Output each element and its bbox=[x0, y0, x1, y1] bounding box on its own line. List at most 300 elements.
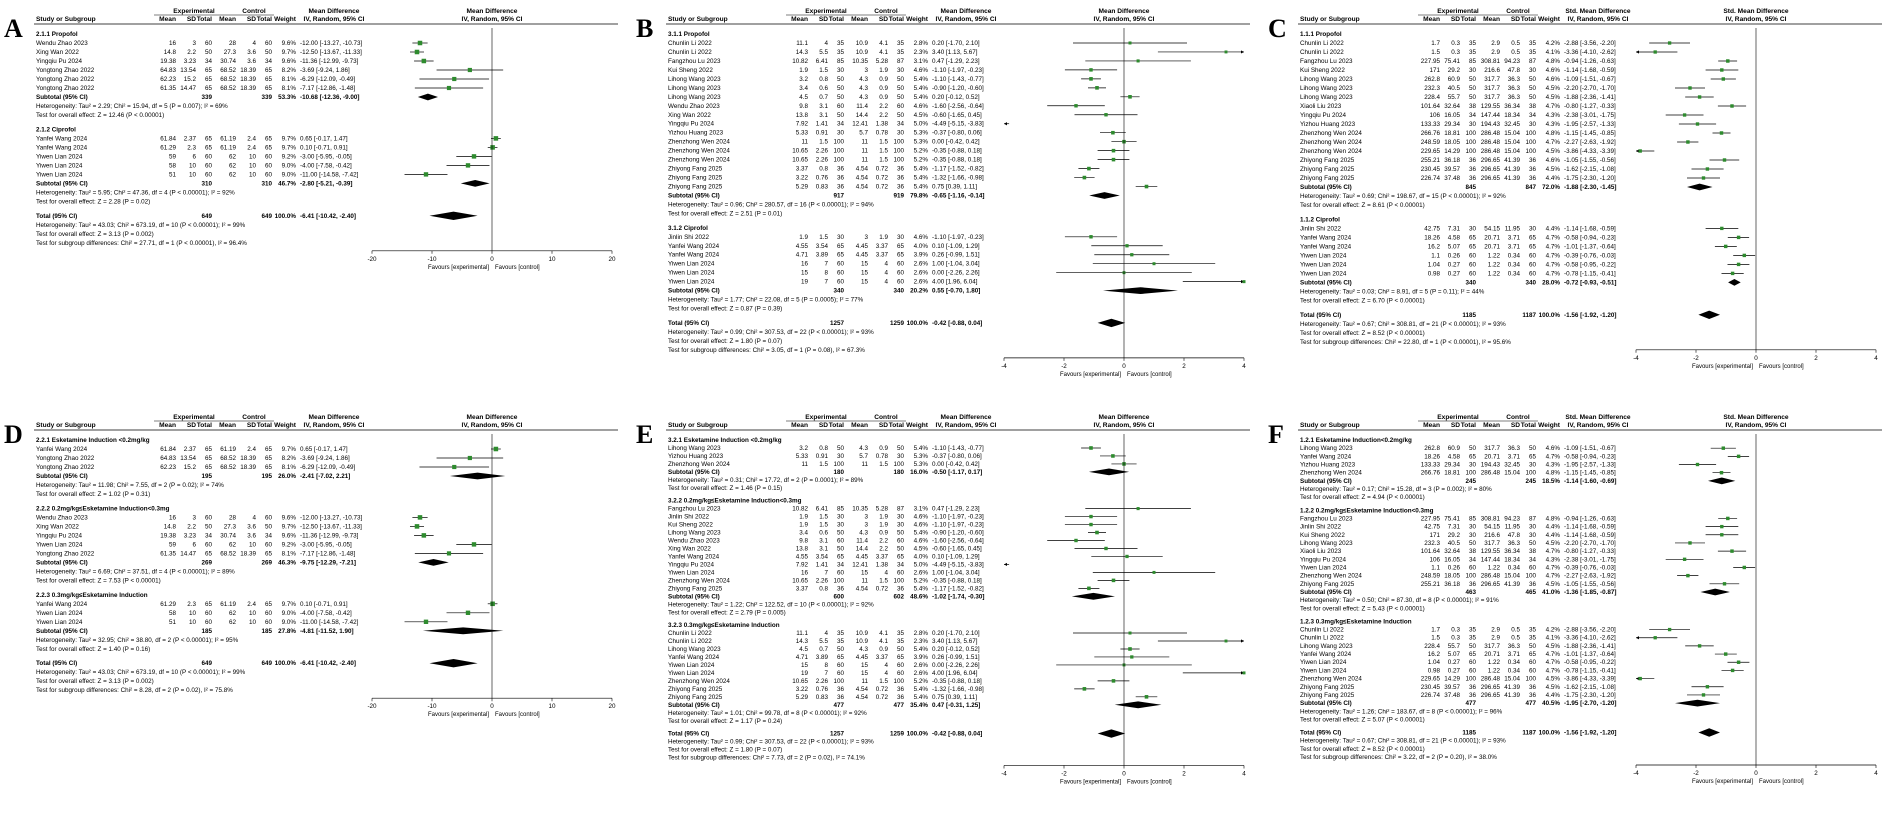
x-tick-label: -4 bbox=[1001, 770, 1007, 778]
weight-value: 5.4% bbox=[913, 685, 928, 693]
control-value: 0.5 bbox=[1511, 626, 1520, 634]
study-name: Chunlin Li 2022 bbox=[1300, 626, 1344, 634]
control-value: 0.5 bbox=[1511, 634, 1520, 642]
study-name: Yanfei Wang 2024 bbox=[1300, 243, 1352, 251]
effect-ci-value: -1.05 [-1.55, -0.56] bbox=[1564, 157, 1616, 164]
experimental-value: 10.82 bbox=[792, 57, 808, 65]
experimental-value: 32.64 bbox=[1444, 103, 1460, 110]
control-value: 0.34 bbox=[1507, 270, 1520, 278]
control-total: 310 bbox=[261, 180, 272, 188]
study-name: Zhenzhong Wen 2024 bbox=[1300, 572, 1362, 580]
control-value: 15.04 bbox=[1504, 148, 1520, 155]
effect-ci-value: 0.00 [-2.26, 2.26] bbox=[932, 269, 980, 277]
experimental-value: 5.5 bbox=[819, 48, 828, 56]
plot-effect-subheader: IV, Random, 95% CI bbox=[461, 422, 523, 429]
study-marker bbox=[466, 611, 470, 615]
study-column-header: Study or Subgroup bbox=[668, 422, 728, 429]
experimental-value: 30 bbox=[1468, 67, 1476, 74]
study-marker bbox=[1698, 644, 1701, 647]
weight-value: 9.2% bbox=[281, 541, 296, 549]
experimental-value: 14.29 bbox=[1444, 675, 1460, 683]
study-marker bbox=[1724, 245, 1727, 248]
weight-value: 9.6% bbox=[281, 40, 296, 47]
control-value: 30 bbox=[1528, 225, 1536, 233]
study-marker bbox=[1112, 158, 1116, 162]
effect-ci-value: 0.00 [-0.42, 0.42] bbox=[932, 460, 980, 468]
study-marker bbox=[1112, 579, 1116, 583]
weight-value: 4.5% bbox=[1545, 85, 1560, 92]
study-marker bbox=[1688, 541, 1691, 544]
control-value: 3.37 bbox=[875, 553, 888, 561]
subgroup-label: 2.2.3 0.3mg/kg≤Esketamine Induction bbox=[36, 591, 148, 599]
effect-ci-value: -4.00 [-7.58, -0.42] bbox=[300, 162, 352, 170]
study-name: Yizhou Huang 2023 bbox=[668, 129, 724, 137]
control-value: 54.15 bbox=[1484, 225, 1500, 233]
study-name: Yingqiu Pu 2024 bbox=[36, 532, 82, 540]
control-value: 4 bbox=[884, 269, 888, 277]
experimental-value: 36 bbox=[1468, 683, 1476, 691]
weight-value: 5.3% bbox=[913, 129, 928, 137]
control-value: 60 bbox=[1528, 270, 1536, 278]
experimental-value: 19.38 bbox=[160, 58, 176, 65]
effect-ci-value: 0.20 [-1.70, 2.10] bbox=[932, 39, 980, 47]
experimental-value: 60 bbox=[1468, 659, 1476, 667]
control-value: 36 bbox=[1528, 580, 1536, 588]
experimental-value: 60 bbox=[1468, 270, 1476, 278]
effect-ci-value: 0.20 [-0.12, 0.52] bbox=[932, 93, 980, 101]
control-value: 65 bbox=[1528, 453, 1536, 461]
study-marker bbox=[472, 542, 476, 546]
statistics-note: Test for overall effect: Z = 1.80 (P = 0.07) bbox=[668, 337, 783, 345]
effect-ci-value: -3.86 [-4.33, -3.39] bbox=[1564, 675, 1616, 683]
control-value: 0.72 bbox=[875, 174, 888, 182]
experimental-value: 100 bbox=[833, 577, 844, 585]
statistics-note: Test for overall effect: Z = 3.13 (P = 0.002) bbox=[36, 678, 154, 686]
favours-experimental-label: Favours [experimental] bbox=[427, 712, 489, 719]
experimental-value: 60 bbox=[204, 40, 212, 47]
weight-value: 9.6% bbox=[281, 58, 296, 65]
control-value: 34 bbox=[264, 58, 272, 65]
subtotal-label: Subtotal (95% CI) bbox=[36, 559, 88, 567]
effect-ci-value: -1.15 [-1.45, -0.85] bbox=[1564, 130, 1616, 137]
study-marker bbox=[1089, 235, 1092, 238]
sd-header: SD bbox=[1450, 16, 1460, 23]
total-label: Total (95% CI) bbox=[36, 660, 78, 668]
experimental-value: 14.8 bbox=[163, 49, 176, 56]
mean-header: Mean bbox=[1423, 422, 1440, 429]
total-header: Total bbox=[256, 16, 272, 23]
control-value: 2.2 bbox=[879, 545, 888, 553]
experimental-value: 39.57 bbox=[1444, 683, 1460, 691]
weight-value: 5.3% bbox=[913, 460, 928, 468]
pooled-ci-value: 0.47 [-0.31, 1.25] bbox=[932, 701, 981, 709]
experimental-value: 1.9 bbox=[799, 513, 808, 521]
control-value: 50 bbox=[1528, 94, 1536, 101]
effect-header: Mean Difference bbox=[940, 414, 992, 421]
control-value: 2.4 bbox=[247, 144, 256, 152]
control-value: 12.41 bbox=[852, 120, 868, 128]
effect-ci-value: -2.88 [-3.56, -2.20] bbox=[1564, 40, 1616, 47]
weight-value: 4.1% bbox=[1545, 49, 1560, 56]
control-value: 296.65 bbox=[1480, 175, 1500, 182]
control-value: 20.71 bbox=[1484, 243, 1500, 251]
experimental-value: 2.26 bbox=[815, 677, 828, 685]
experimental-header: Experimental bbox=[173, 8, 215, 15]
effect-ci-value: -11.00 [-14.58, -7.42] bbox=[300, 618, 359, 626]
experimental-value: 1.41 bbox=[815, 120, 828, 128]
experimental-value: 10 bbox=[188, 162, 196, 170]
control-value: 1.22 bbox=[1487, 659, 1500, 667]
experimental-value: 50 bbox=[1468, 539, 1476, 547]
experimental-value: 65 bbox=[836, 553, 844, 561]
total-header: Total bbox=[888, 16, 904, 23]
effect-ci-value: 0.00 [-0.42, 0.42] bbox=[932, 138, 980, 146]
weight-value: 4.5% bbox=[1545, 642, 1560, 650]
control-value: 11 bbox=[861, 677, 868, 685]
experimental-value: 10.65 bbox=[792, 677, 808, 685]
study-marker bbox=[1726, 517, 1729, 520]
favours-control-label: Favours [control] bbox=[1759, 363, 1804, 370]
control-value: 94.23 bbox=[1504, 58, 1520, 65]
control-value: 36.3 bbox=[1507, 94, 1520, 101]
study-marker bbox=[1128, 647, 1132, 651]
weight-value: 5.2% bbox=[913, 677, 928, 685]
experimental-value: 60 bbox=[836, 537, 844, 545]
experimental-value: 10 bbox=[188, 171, 196, 179]
study-column-header: Study or Subgroup bbox=[1300, 16, 1360, 23]
control-value: 3.6 bbox=[247, 532, 256, 540]
experimental-value: 1.5 bbox=[819, 233, 828, 241]
experimental-value: 30 bbox=[836, 513, 844, 521]
study-name: Lihong Wang 2023 bbox=[668, 645, 721, 653]
study-marker bbox=[1089, 68, 1092, 71]
experimental-total: 917 bbox=[833, 192, 844, 200]
total-diamond bbox=[1098, 319, 1126, 327]
subtotal-label: Subtotal (95% CI) bbox=[1300, 477, 1352, 485]
study-name: Lihong Wang 2023 bbox=[1300, 76, 1353, 83]
favours-control-label: Favours [control] bbox=[495, 712, 540, 719]
effect-ci-value: -0.78 [-1.15, -0.41] bbox=[1564, 667, 1616, 675]
study-name: Yanfei Wang 2024 bbox=[36, 135, 88, 143]
statistics-note: Heterogeneity: Tau² = 0.67; Chi² = 308.81, df = 21 (P < 0.00001); I² = 93% bbox=[1300, 737, 1506, 745]
study-name: Yiwen Lian 2024 bbox=[1300, 659, 1347, 667]
sd-header: SD bbox=[246, 422, 256, 429]
total-label: Total (95% CI) bbox=[1300, 729, 1342, 737]
control-header: Control bbox=[242, 414, 266, 421]
x-tick-label: -2 bbox=[1693, 770, 1699, 778]
control-value: 194.43 bbox=[1480, 121, 1500, 128]
control-value: 65 bbox=[264, 76, 272, 83]
study-marker bbox=[1243, 280, 1246, 283]
weight-value: 9.0% bbox=[281, 162, 296, 170]
experimental-value: 36 bbox=[836, 174, 844, 182]
effect-ci-value: -7.17 [-12.86, -1.48] bbox=[300, 550, 356, 558]
subgroup-label: 3.2.2 0.2mg/kg≤Esketamine Induction<0.3mg bbox=[668, 497, 802, 505]
study-name: Wendu Zhao 2023 bbox=[36, 514, 88, 522]
experimental-value: 13.54 bbox=[180, 67, 196, 74]
effect-ci-value: -1.14 [-1.68, -0.59] bbox=[1564, 531, 1616, 539]
study-name: Chunlin Li 2022 bbox=[668, 39, 712, 47]
study-marker bbox=[1686, 574, 1689, 577]
effect-ci-value: -2.38 [-3.01, -1.75] bbox=[1564, 556, 1616, 564]
experimental-value: 35 bbox=[836, 638, 844, 645]
experimental-value: 36 bbox=[1468, 175, 1476, 182]
study-name: Lihong Wang 2023 bbox=[1300, 445, 1353, 453]
control-value: 14.4 bbox=[855, 545, 868, 553]
experimental-value: 2.26 bbox=[815, 156, 828, 164]
control-value: 2.9 bbox=[1491, 40, 1500, 47]
control-value: 216.6 bbox=[1484, 531, 1500, 539]
experimental-value: 0.91 bbox=[815, 129, 828, 137]
control-value: 2.9 bbox=[1491, 49, 1500, 56]
experimental-value: 3.22 bbox=[795, 174, 808, 182]
experimental-total: 1257 bbox=[829, 319, 844, 327]
effect-header: Std. Mean Difference bbox=[1565, 8, 1631, 15]
effect-ci-value: -2.20 [-2.70, -1.70] bbox=[1564, 85, 1616, 92]
control-value: 60 bbox=[1528, 564, 1536, 572]
control-value: 62 bbox=[228, 618, 236, 626]
weight-value: 4.8% bbox=[1545, 515, 1560, 523]
experimental-value: 3.89 bbox=[815, 251, 828, 259]
experimental-value: 3.23 bbox=[183, 532, 196, 540]
effect-ci-value: -0.78 [-1.15, -0.41] bbox=[1564, 270, 1616, 278]
control-value: 30.74 bbox=[220, 58, 236, 65]
experimental-value: 101.64 bbox=[1420, 103, 1440, 110]
experimental-header: Experimental bbox=[1437, 8, 1479, 15]
study-name: Yingqiu Pu 2024 bbox=[668, 120, 714, 128]
control-value: 68.52 bbox=[220, 550, 236, 558]
study-marker bbox=[1730, 104, 1733, 107]
control-value: 100 bbox=[893, 677, 904, 685]
experimental-value: 13.54 bbox=[180, 455, 196, 462]
experimental-value: 2.3 bbox=[187, 144, 196, 152]
plot-effect-subheader: IV, Random, 95% CI bbox=[461, 16, 523, 23]
total-header: Total bbox=[828, 422, 844, 429]
statistics-note: Heterogeneity: Tau² = 43.03; Chi² = 673.19, df = 10 (P < 0.00001); I² = 99% bbox=[36, 669, 246, 677]
experimental-value: 14.8 bbox=[163, 523, 176, 531]
effect-ci-value: -1.10 [-1.43, -0.77] bbox=[932, 75, 984, 83]
weight-value: 4.2% bbox=[1545, 626, 1560, 634]
experimental-value: 0.76 bbox=[815, 685, 828, 693]
experimental-value: 2.37 bbox=[183, 446, 196, 453]
weight-total: 100.0% bbox=[274, 660, 296, 668]
control-value: 4.54 bbox=[855, 174, 868, 182]
study-marker bbox=[1720, 68, 1723, 71]
experimental-total: 340 bbox=[833, 287, 844, 295]
mean-header: Mean bbox=[1483, 422, 1500, 429]
pooled-ci-value: -0.50 [-1.17, 0.17] bbox=[932, 468, 983, 476]
experimental-value: 60 bbox=[1468, 252, 1476, 260]
study-name: Yanfei Wang 2024 bbox=[668, 553, 720, 561]
study-marker bbox=[1104, 547, 1107, 550]
control-value: 50 bbox=[896, 111, 904, 119]
weight-value: 4.7% bbox=[1545, 270, 1560, 278]
favours-experimental-label: Favours [experimental] bbox=[1059, 371, 1121, 378]
control-value: 100 bbox=[1525, 148, 1536, 155]
experimental-value: 11.1 bbox=[796, 39, 808, 47]
control-value: 11 bbox=[861, 156, 868, 164]
total-header: Total bbox=[196, 422, 212, 429]
effect-ci-value: -1.01 [-1.37, -0.64] bbox=[1564, 651, 1616, 659]
effect-ci-value: -1.10 [-1.97, -0.23] bbox=[932, 233, 984, 241]
weight-value: 5.4% bbox=[913, 585, 928, 593]
subtotal-diamond bbox=[1701, 589, 1730, 596]
study-name: Yiwen Lian 2024 bbox=[668, 278, 715, 286]
panel-letter: E bbox=[636, 420, 654, 449]
effect-ci-value: -3.69 [-9.24, 1.86] bbox=[300, 455, 350, 462]
study-name: Chunlin Li 2022 bbox=[1300, 634, 1344, 642]
control-value: 0.9 bbox=[879, 444, 888, 452]
effect-ci-value: 0.20 [-0.12, 0.52] bbox=[932, 645, 980, 653]
experimental-value: 3.22 bbox=[795, 685, 808, 693]
experimental-value: 100 bbox=[1465, 572, 1476, 580]
weight-value: 9.2% bbox=[281, 153, 296, 161]
experimental-value: 100 bbox=[833, 677, 844, 685]
control-value: 100 bbox=[893, 156, 904, 164]
weight-value: 5.4% bbox=[913, 645, 928, 653]
control-total: 1187 bbox=[1522, 311, 1536, 319]
study-marker bbox=[1153, 571, 1156, 574]
study-name: Zhiyong Fang 2025 bbox=[668, 585, 723, 593]
study-name: Yiwen Lian 2024 bbox=[1300, 270, 1347, 278]
effect-ci-value: -1.01 [-1.37, -0.64] bbox=[1564, 243, 1616, 251]
control-value: 60 bbox=[1528, 667, 1536, 675]
experimental-value: 35 bbox=[836, 48, 844, 56]
control-value: 30 bbox=[1528, 121, 1536, 128]
study-name: Zhiyong Fang 2025 bbox=[1300, 157, 1355, 164]
control-value: 30 bbox=[896, 66, 904, 74]
control-value: 36 bbox=[896, 174, 904, 182]
weight-value: 4.6% bbox=[1545, 157, 1560, 164]
experimental-value: 65 bbox=[204, 135, 212, 143]
experimental-value: 1.9 bbox=[799, 521, 808, 529]
experimental-value: 5.33 bbox=[795, 129, 808, 137]
experimental-value: 60.9 bbox=[1447, 445, 1460, 453]
study-name: Yingqiu Pu 2024 bbox=[1300, 556, 1346, 564]
experimental-value: 36 bbox=[836, 165, 844, 173]
study-marker bbox=[490, 602, 495, 607]
control-value: 50 bbox=[264, 523, 272, 531]
experimental-value: 14.47 bbox=[180, 550, 196, 558]
forest-plot-f bbox=[1268, 410, 1896, 811]
experimental-value: 1.5 bbox=[819, 66, 828, 74]
total-diamond bbox=[429, 212, 477, 220]
effect-ci-value: -1.10 [-1.97, -0.23] bbox=[932, 521, 984, 529]
weight-value: 9.0% bbox=[281, 171, 296, 179]
study-name: Yanfei Wang 2024 bbox=[668, 242, 720, 250]
total-label: Total (95% CI) bbox=[668, 730, 710, 738]
study-marker bbox=[418, 515, 423, 520]
control-value: 129.55 bbox=[1480, 103, 1500, 110]
study-marker bbox=[1720, 471, 1723, 474]
effect-ci-value: 0.10 [-0.71, 0.91] bbox=[300, 600, 348, 608]
weight-value: 9.7% bbox=[281, 49, 296, 56]
total-label: Total (95% CI) bbox=[36, 212, 78, 220]
experimental-value: 0.3 bbox=[1451, 626, 1460, 634]
study-marker bbox=[490, 145, 495, 150]
effect-ci-value: -0.94 [-1.26, -0.63] bbox=[1564, 58, 1616, 65]
statistics-note: Heterogeneity: Tau² = 0.99; Chi² = 307.53, df = 22 (P < 0.00001); I² = 93% bbox=[668, 738, 874, 746]
experimental-value: 3.37 bbox=[795, 165, 808, 173]
study-name: Yiwen Lian 2024 bbox=[36, 541, 83, 549]
control-value: 2.2 bbox=[879, 102, 888, 110]
experimental-value: 38 bbox=[1468, 548, 1476, 556]
study-name: Chunlin Li 2022 bbox=[1300, 49, 1344, 56]
experimental-value: 1.1 bbox=[1431, 252, 1440, 260]
effect-ci-value: -11.36 [-12.99, -9.73] bbox=[300, 532, 359, 540]
subgroup-label: 1.2.1 Esketamine Induction<0.2mg/kg bbox=[1300, 437, 1412, 444]
control-value: 10 bbox=[248, 153, 256, 161]
study-name: Yanfei Wang 2024 bbox=[1300, 234, 1352, 242]
study-marker bbox=[1720, 227, 1723, 230]
experimental-value: 35 bbox=[1468, 626, 1476, 634]
experimental-value: 14.29 bbox=[1444, 148, 1460, 155]
subgroup-label: 2.1.2 Ciprofol bbox=[36, 126, 76, 134]
experimental-value: 6.41 bbox=[815, 57, 828, 65]
experimental-value: 100 bbox=[833, 156, 844, 164]
control-value: 36.3 bbox=[1507, 642, 1520, 650]
control-value: 4.54 bbox=[855, 693, 868, 701]
subtotal-diamond bbox=[1072, 593, 1115, 600]
control-value: 129.55 bbox=[1480, 548, 1500, 556]
weight-value: 4.8% bbox=[1545, 130, 1560, 137]
effect-ci-value: -2.88 [-3.56, -2.20] bbox=[1564, 626, 1616, 634]
control-value: 1.5 bbox=[879, 677, 888, 685]
experimental-value: 10.65 bbox=[792, 156, 808, 164]
weight-total: 100.0% bbox=[906, 730, 928, 738]
control-total: 602 bbox=[893, 593, 904, 601]
weight-total: 27.8% bbox=[278, 627, 296, 635]
control-value: 50 bbox=[1528, 76, 1536, 83]
experimental-value: 9.8 bbox=[799, 537, 808, 545]
control-value: 308.81 bbox=[1480, 515, 1500, 523]
control-value: 1.5 bbox=[879, 156, 888, 164]
experimental-value: 5.29 bbox=[795, 693, 808, 701]
study-marker bbox=[1683, 558, 1686, 561]
control-value: 100 bbox=[1525, 572, 1536, 580]
experimental-value: 15.2 bbox=[183, 76, 196, 83]
pooled-ci-value: -4.81 [-11.52, 1.90] bbox=[300, 627, 354, 635]
effect-subheader: IV, Random, 95% CI bbox=[935, 16, 997, 23]
control-value: 35 bbox=[1528, 634, 1536, 642]
favours-control-label: Favours [control] bbox=[1127, 371, 1172, 378]
control-value: 4.3 bbox=[859, 75, 868, 83]
pooled-ci-value: -2.41 [-7.02, 2.21] bbox=[300, 473, 351, 480]
experimental-total: 340 bbox=[1465, 279, 1476, 287]
weight-total: 26.0% bbox=[278, 473, 296, 480]
control-total: 847 bbox=[1525, 184, 1536, 191]
effect-ci-value: -2.20 [-2.70, -1.70] bbox=[1564, 539, 1616, 547]
study-marker bbox=[1639, 149, 1642, 152]
effect-ci-value: -1.32 [-1.66, -0.98] bbox=[932, 174, 984, 182]
control-value: 41.39 bbox=[1504, 580, 1520, 588]
control-value: 36.3 bbox=[1507, 85, 1520, 92]
pooled-ci-value: -1.95 [-2.70, -1.20] bbox=[1564, 700, 1617, 708]
experimental-value: 10.65 bbox=[792, 577, 808, 585]
experimental-value: 229.65 bbox=[1420, 148, 1440, 155]
study-name: Lihong Wang 2023 bbox=[1300, 539, 1353, 547]
control-value: 60 bbox=[896, 537, 904, 545]
control-value: 3.6 bbox=[247, 49, 256, 56]
control-value: 2.4 bbox=[247, 600, 256, 608]
experimental-value: 18.26 bbox=[1424, 234, 1440, 242]
weight-value: 4.7% bbox=[1545, 651, 1560, 659]
control-value: 62 bbox=[228, 171, 236, 179]
experimental-value: 1.1 bbox=[1431, 564, 1440, 572]
study-marker bbox=[1639, 677, 1642, 680]
effect-ci-value: -0.90 [-1.20, -0.60] bbox=[932, 529, 984, 537]
experimental-value: 36 bbox=[836, 693, 844, 701]
